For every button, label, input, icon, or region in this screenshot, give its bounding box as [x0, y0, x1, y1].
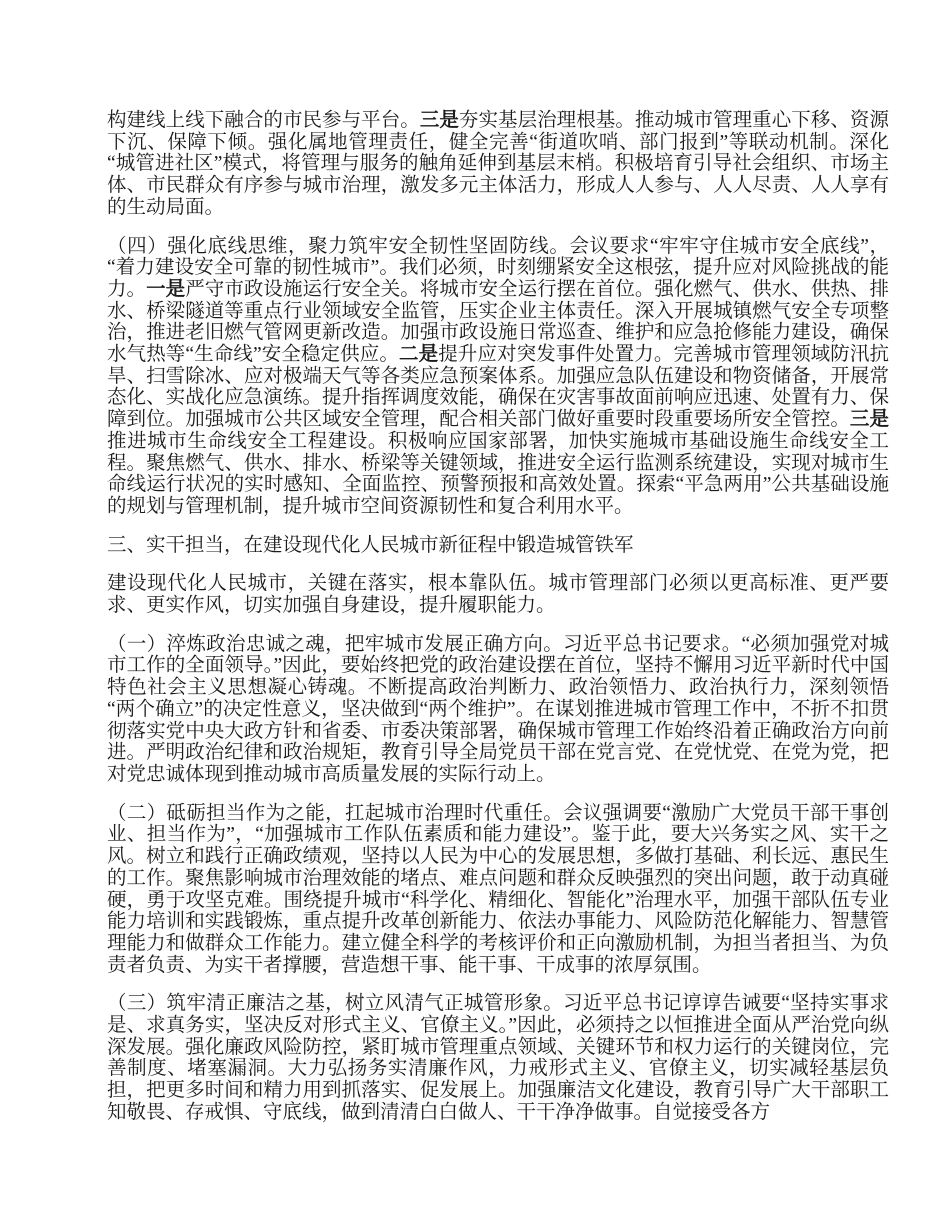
paragraph-political-loyalty — [107, 634, 889, 786]
paragraph-grassroots-governance — [107, 110, 889, 219]
bold-text-run: 二是 — [398, 344, 439, 366]
paragraph-responsibility-capability — [107, 803, 889, 977]
text-run: （一）淬炼政治忠诚之魂，把牢城市发展正确方向。习近平总书记要求。“必须加强党对城市工作的全面领导。”因此，要始终把党的政治建设摆在首位，坚持不懈用习近平新时代中国特色社会主义思想凝心铸魂。不断提高政治判断力、政治领悟力、政治执行力，深刻领悟“两个确立”的决定性意义，坚决做到“两个维护”。在谋划推进城市管理工作中，不折不扣贯彻落实党中央大政方针和省委、市委决策部署，确保城市管理工作始终沿着正确政治方向前进。严明政治纪律和政治规矩，教育引导全局党员干部在党言党、在党忧党、在党为党，把对党忠诚体现到推动城市高质量发展的实际行动上。 — [107, 633, 889, 785]
text-run: （二）砥砺担当作为之能，扛起城市治理时代重任。会议强调要“激励广大党员干部干事创业、担当作为”，“加强城市工作队伍素质和能力建设”。鉴于此，要大兴务实之风、实干之风。树立和践行正确政绩观，坚持以人民为中心的发展思想，多做打基础、利长远、惠民生的工作。聚焦影响城市治理效能的堵点、难点问题和群众反映强烈的突出问题，敢于动真碰硬，勇于攻坚克难。围绕提升城市“科学化、精细化、智能化”治理水平，加强干部队伍专业能力培训和实践锻炼，重点提升改革创新能力、依法办事能力、风险防范化解能力、智慧管理能力和做群众工作能力。建立健全科学的考核评价和正向激励机制，为担当者担当、为负责者负责、为实干者撑腰，营造想干事、能干事、干成事的浓厚氛围。 — [107, 802, 889, 976]
section-heading-three — [107, 535, 889, 557]
text-run: 严守市政设施运行安全关。将城市安全运行摆在首位。强化燃气、供水、供热、排水、桥梁隧道等重点行业领域安全监管，压实企业主体责任。深入开展城镇燃气安全专项整治，推进老旧燃气管网更新改造。加强市政设施日常巡查、维护和应急抢修能力建设，确保水气热等“生命线”安全稳定供应。 — [107, 278, 889, 366]
text-run: 三、实干担当，在建设现代化人民城市新征程中锻造城管铁军 — [107, 534, 634, 556]
text-run: （三）筑牢清正廉洁之基，树立风清气正城管形象。习近平总书记谆谆告诫要“坚持实事求是、求真务实，坚决反对形式主义、官僚主义。”因此，必须持之以恒推进全面从严治党向纵深发展。强化廉政风险防控，紧盯城市管理重点领域、关键环节和权力运行的关键岗位，完善制度、堵塞漏洞。大力弘扬务实清廉作风，力戒形式主义、官僚主义，切实减轻基层负担，把更多时间和精力用到抓落实、促发展上。加强廉洁文化建设，教育引导广大干部职工知敬畏、存戒惧、守底线，做到清清白白做人、干干净净做事。自觉接受各方 — [107, 993, 889, 1123]
text-run: 构建线上线下融合的市民参与平台。 — [107, 110, 420, 131]
paragraph-integrity — [107, 993, 889, 1123]
document-body — [107, 110, 889, 1141]
bold-text-run: 三是 — [849, 409, 889, 431]
paragraph-section-three-intro — [107, 573, 889, 616]
text-run: 推进城市生命线安全工程建设。积极响应国家部署，加快实施城市基础设施生命线安全工程。聚焦燃气、供水、排水、桥梁等关键领域，推进安全运行监测系统建设，实现对城市生命线运行状况的实时感知、全面监控、预警预报和高效处置。探索“平急两用”公共基础设施的规划与管理机制，提升城市空间资源韧性和复合利用水平。 — [107, 430, 889, 517]
text-run: 建设现代化人民城市，关键在落实，根本靠队伍。城市管理部门必须以更高标准、更严要求、更实作风，切实加强自身建设，提升履职能力。 — [107, 573, 889, 617]
text-run: （四）强化底线思维，聚力筑牢安全韧性坚固防线。会议要求“牢牢守住城市安全底线”，“着力建设安全可靠的韧性城市”。我们必须，时刻绷紧安全这根弦，提升应对风险挑战的能力。 — [107, 235, 889, 300]
text-run: 提升应对突发事件处置力。完善城市管理领域防汛抗旱、扫雪除冰、应对极端天气等各类应急预案体系。加强应急队伍建设和物资储备，开展常态化、实战化应急演练。提升指挥调度效能，确保在灾害事故面前响应迅速、处置有力、保障到位。加强城市公共区域安全管理，配合相关部门做好重要时段重要场所安全管控。 — [107, 344, 889, 431]
text-run: 夯实基层治理根基。推动城市管理重心下移、资源下沉、保障下倾。强化属地管理责任，健全完善“街道吹哨、部门报到”等联动机制。深化“城管进社区”模式，将管理与服务的触角延伸到基层末梢。积极培育引导社会组织、市场主体、市民群众有序参与城市治理，激发多元主体活力，形成人人参与、人人尽责、人人享有的生动局面。 — [107, 110, 889, 218]
bold-text-run: 一是 — [146, 278, 186, 300]
paragraph-safety-bottom-line — [107, 236, 889, 518]
bold-text-run: 三是 — [419, 110, 459, 131]
